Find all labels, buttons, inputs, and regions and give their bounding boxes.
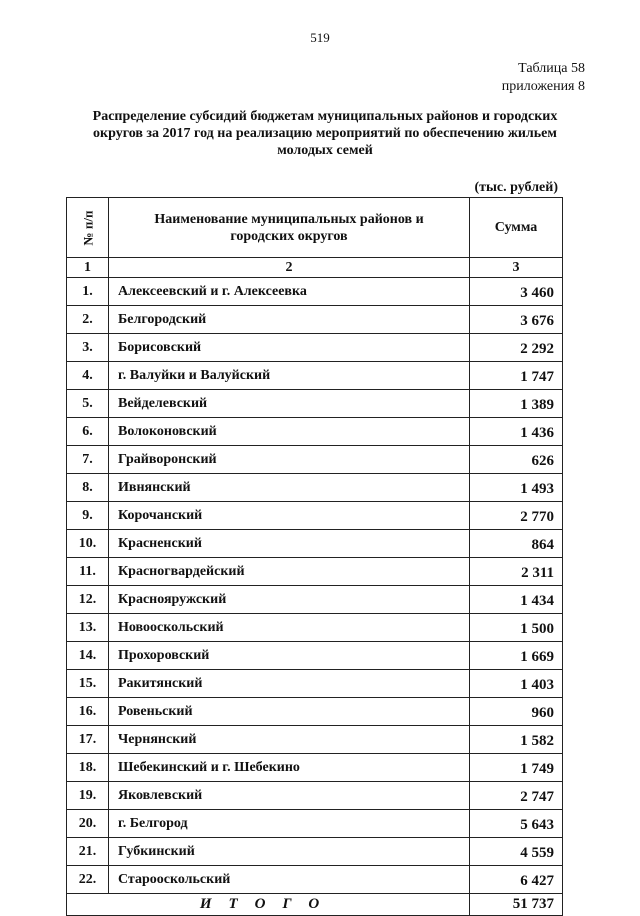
row-value: 3 676 (470, 306, 563, 334)
column-index: 3 (470, 258, 563, 278)
row-value: 1 669 (470, 642, 563, 670)
row-value: 5 643 (470, 810, 563, 838)
table-row (67, 334, 563, 362)
row-number: 4. (67, 362, 109, 390)
table-row (67, 474, 563, 502)
row-number: 21. (67, 838, 109, 866)
row-number: 5. (67, 390, 109, 418)
row-name: г. Валуйки и Валуйский (109, 362, 470, 390)
row-name: Яковлевский (109, 782, 470, 810)
column-index-row (67, 258, 563, 278)
total-label: ИТОГО (67, 894, 470, 916)
row-value: 2 311 (470, 558, 563, 586)
row-number: 8. (67, 474, 109, 502)
row-value: 1 493 (470, 474, 563, 502)
row-name: Новооскольский (109, 614, 470, 642)
header-number: № п/п (67, 198, 109, 258)
row-number: 10. (67, 530, 109, 558)
column-index: 2 (109, 258, 470, 278)
table-row (67, 754, 563, 782)
row-number: 7. (67, 446, 109, 474)
annex-reference (502, 60, 585, 96)
table-row (67, 838, 563, 866)
row-number: 16. (67, 698, 109, 726)
row-name: Старооскольский (109, 866, 470, 894)
row-name: Прохоровский (109, 642, 470, 670)
table-row (67, 642, 563, 670)
row-number: 9. (67, 502, 109, 530)
row-value: 3 460 (470, 278, 563, 306)
table-row (67, 670, 563, 698)
row-name: Красненский (109, 530, 470, 558)
row-value: 864 (470, 530, 563, 558)
row-value: 2 747 (470, 782, 563, 810)
row-number: 11. (67, 558, 109, 586)
row-name: Ровеньский (109, 698, 470, 726)
row-value: 2 770 (470, 502, 563, 530)
table-row (67, 726, 563, 754)
row-value: 1 436 (470, 418, 563, 446)
row-number: 13. (67, 614, 109, 642)
row-number: 2. (67, 306, 109, 334)
row-number: 22. (67, 866, 109, 894)
table-row (67, 390, 563, 418)
row-number: 14. (67, 642, 109, 670)
row-name: Белгородский (109, 306, 470, 334)
table-header-row (67, 198, 563, 258)
column-index: 1 (67, 258, 109, 278)
table-row (67, 306, 563, 334)
row-name: Волоконовский (109, 418, 470, 446)
annex-appendix-label: приложения 8 (501, 79, 585, 94)
row-name: Корочанский (109, 502, 470, 530)
annex-table-label: Таблица 58 (518, 61, 585, 76)
table-row (67, 278, 563, 306)
row-name: Чернянский (109, 726, 470, 754)
header-name: Наименование муниципальных районов и городских округов (109, 198, 470, 258)
total-value: 51 737 (470, 894, 563, 916)
row-name: Алексеевский и г. Алексеевка (109, 278, 470, 306)
row-name: Шебекинский и г. Шебекино (109, 754, 470, 782)
header-sum: Сумма (470, 198, 563, 258)
row-value: 626 (470, 446, 563, 474)
row-value: 2 292 (470, 334, 563, 362)
table-row (67, 418, 563, 446)
row-number: 3. (67, 334, 109, 362)
row-number: 6. (67, 418, 109, 446)
table-row (67, 866, 563, 894)
row-value: 4 559 (470, 838, 563, 866)
row-name: Ивнянский (109, 474, 470, 502)
table-row (67, 446, 563, 474)
row-value: 1 582 (470, 726, 563, 754)
row-name: Ракитянский (109, 670, 470, 698)
table-row (67, 614, 563, 642)
row-number: 12. (67, 586, 109, 614)
table-row (67, 782, 563, 810)
row-value: 1 434 (470, 586, 563, 614)
row-number: 19. (67, 782, 109, 810)
row-value: 1 500 (470, 614, 563, 642)
row-number: 15. (67, 670, 109, 698)
row-name: Грайворонский (109, 446, 470, 474)
row-value: 1 749 (470, 754, 563, 782)
table-row (67, 558, 563, 586)
row-name: Губкинский (109, 838, 470, 866)
row-number: 1. (67, 278, 109, 306)
row-name: Борисовский (109, 334, 470, 362)
row-value: 6 427 (470, 866, 563, 894)
table-row (67, 362, 563, 390)
row-name: Краснояружский (109, 586, 470, 614)
row-value: 960 (470, 698, 563, 726)
row-value: 1 389 (470, 390, 563, 418)
table-row (67, 698, 563, 726)
row-name: Красногвардейский (109, 558, 470, 586)
table-row (67, 502, 563, 530)
table-row (67, 530, 563, 558)
row-number: 20. (67, 810, 109, 838)
table-row (67, 810, 563, 838)
row-number: 17. (67, 726, 109, 754)
page-number: 519 (310, 30, 330, 45)
subsidy-table (66, 197, 563, 916)
row-value: 1 747 (470, 362, 563, 390)
row-name: Вейделевский (109, 390, 470, 418)
row-value: 1 403 (470, 670, 563, 698)
units-label: (тыс. рублей) (474, 180, 558, 195)
row-number: 18. (67, 754, 109, 782)
document-title: Распределение субсидий бюджетам муниципальных районов и городских округов за 2017 год на реализацию мероприятий по обеспечению жильем молодых семей (92, 109, 558, 158)
table-row (67, 586, 563, 614)
row-name: г. Белгород (109, 810, 470, 838)
